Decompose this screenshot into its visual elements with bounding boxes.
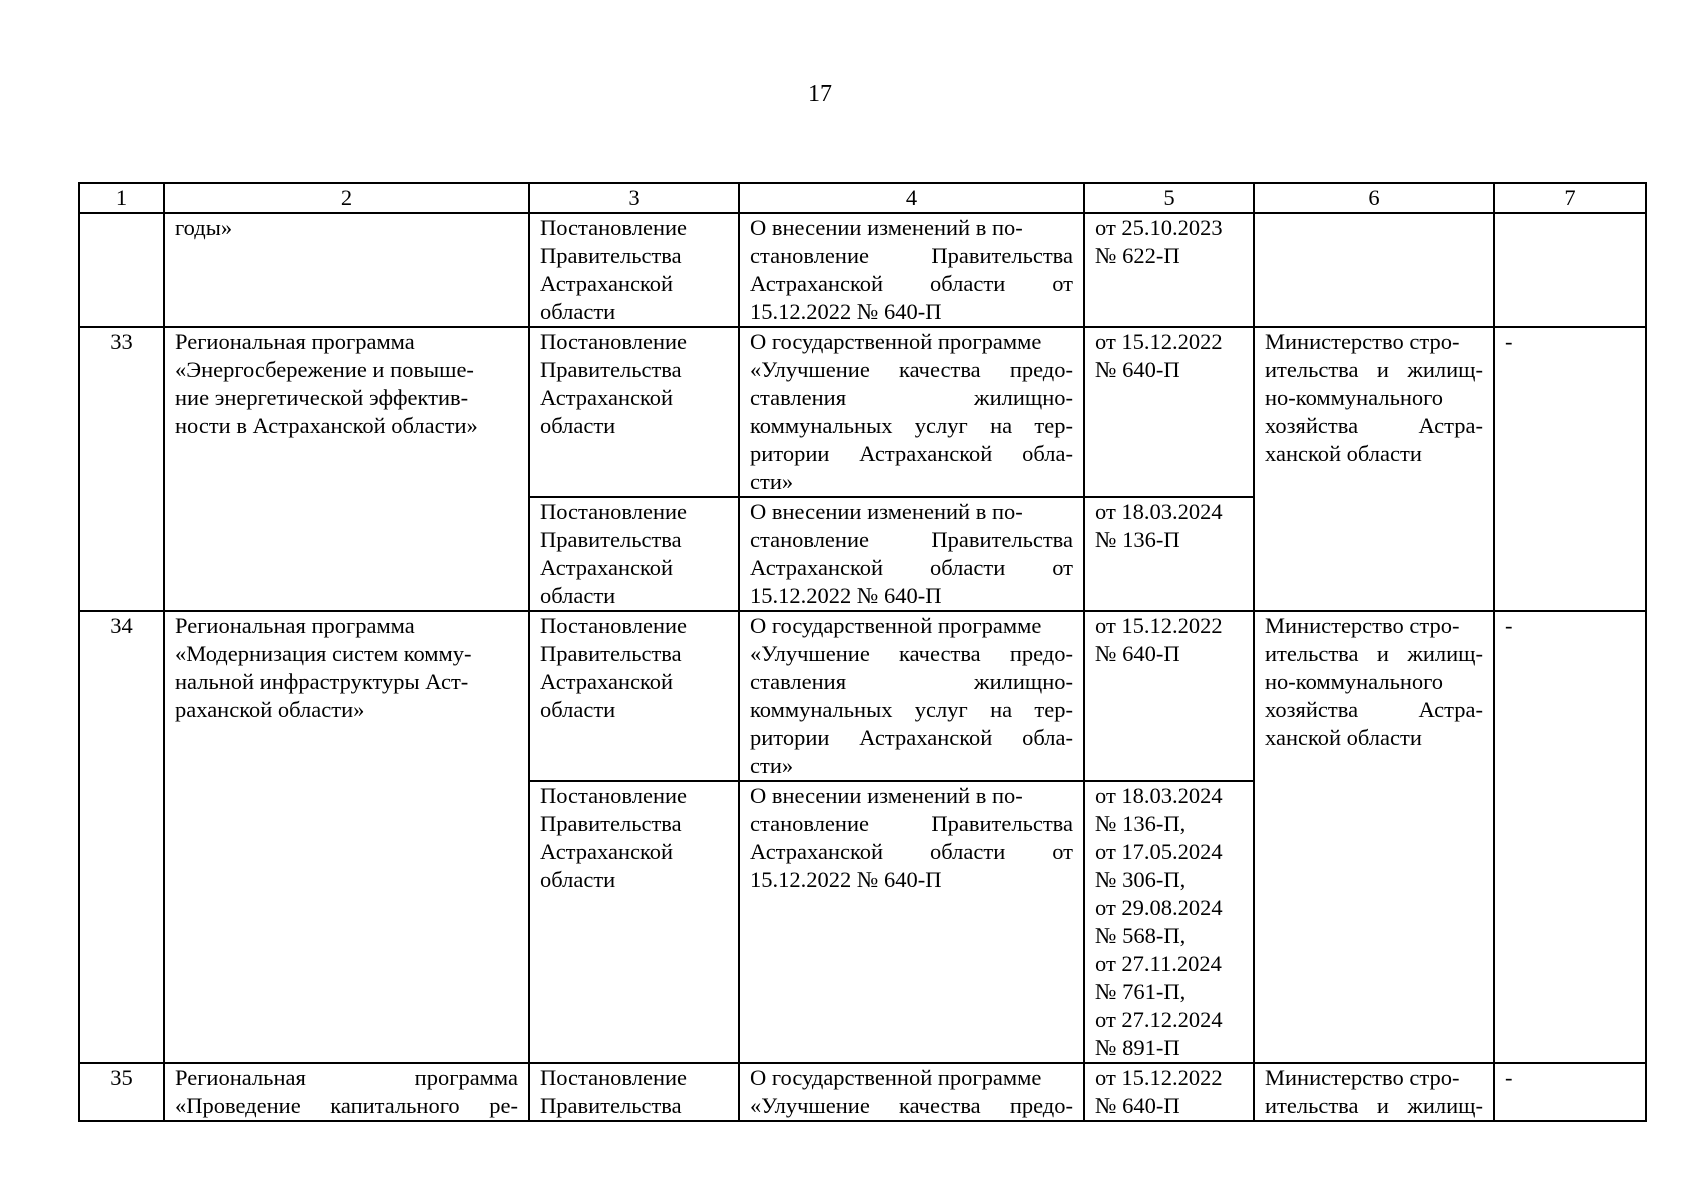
- header-cell-6: 6: [1254, 183, 1494, 213]
- document-title-line: Астраханской области от: [750, 555, 1073, 580]
- table-body: [79, 213, 1646, 1121]
- document-type-line: Постановление: [540, 1065, 688, 1090]
- document-type-line: области: [540, 583, 616, 608]
- document-title: [739, 611, 1084, 781]
- program-name-line: Региональная программа: [175, 329, 415, 354]
- document-date-number-line: от 17.05.2024: [1095, 839, 1223, 864]
- program-name-line: Региональная программа: [175, 1065, 518, 1090]
- program-name-line: ности в Астраханской области»: [175, 413, 478, 438]
- page-number: 17: [808, 81, 832, 107]
- responsible-executor: [1254, 611, 1494, 1063]
- document-date-number-line: от 18.03.2024: [1095, 499, 1223, 524]
- document-type-line: Правительства: [540, 641, 682, 666]
- responsible-executor: [1254, 213, 1494, 327]
- document-type-line: Правительства: [540, 527, 682, 552]
- header-cell-4: 4: [739, 183, 1084, 213]
- responsible-executor-line: ханской области: [1265, 441, 1422, 466]
- document-title-line: «Улучшение качества предо-: [750, 357, 1073, 382]
- document-title-line: О государственной программе: [750, 613, 1042, 638]
- note: -: [1494, 327, 1646, 611]
- table-row: [79, 213, 1646, 327]
- row-number: 35: [79, 1063, 164, 1121]
- document-title-line: становление Правительства: [750, 243, 1073, 268]
- document-type-line: Постановление: [540, 499, 688, 524]
- document-type-line: области: [540, 299, 616, 324]
- document-title-line: «Улучшение качества предо-: [750, 641, 1073, 666]
- program-name: [164, 611, 529, 1063]
- document-type-line: области: [540, 413, 616, 438]
- document-type: [529, 781, 739, 1063]
- responsible-executor-line: но-коммунального: [1265, 385, 1444, 410]
- document-date-number-line: от 15.12.2022: [1095, 329, 1223, 354]
- document-title-line: ритории Астраханской обла-: [750, 725, 1073, 750]
- header-row: [79, 183, 1646, 213]
- note: -: [1494, 611, 1646, 1063]
- document-title-line: сти»: [750, 469, 794, 494]
- document-title-line: Астраханской области от: [750, 839, 1073, 864]
- note: -: [1494, 1063, 1646, 1121]
- document-type: [529, 497, 739, 611]
- document-date-number-line: от 27.12.2024: [1095, 1007, 1223, 1032]
- row-number: 33: [79, 327, 164, 611]
- document-type-line: Астраханской: [540, 385, 674, 410]
- responsible-executor-line: Министерство стро-: [1265, 1065, 1460, 1090]
- header-cell-3: 3: [529, 183, 739, 213]
- responsible-executor-line: хозяйства Астра-: [1265, 413, 1483, 438]
- document-type-line: Правительства: [540, 811, 682, 836]
- document-type-line: Правительства: [540, 1093, 682, 1118]
- program-name: [164, 327, 529, 611]
- program-name-line: годы»: [175, 215, 233, 240]
- header-cell-7: 7: [1494, 183, 1646, 213]
- program-name-line: ние энергетической эффектив-: [175, 385, 469, 410]
- document-title: [739, 327, 1084, 497]
- regulations-table: [78, 182, 1647, 1122]
- responsible-executor-line: Министерство стро-: [1265, 329, 1460, 354]
- document-title-line: О внесении изменений в по-: [750, 499, 1023, 524]
- document-date-number-line: от 27.11.2024: [1095, 951, 1222, 976]
- document-title-line: 15.12.2022 № 640-П: [750, 299, 942, 324]
- document-type-line: области: [540, 697, 616, 722]
- document-type-line: Постановление: [540, 613, 688, 638]
- responsible-executor-line: ханской области: [1265, 725, 1422, 750]
- document-type-line: Правительства: [540, 357, 682, 382]
- document-date-number: [1084, 1063, 1254, 1121]
- responsible-executor: [1254, 327, 1494, 611]
- header-cell-1: 1: [79, 183, 164, 213]
- document-title-line: ставления жилищно-: [750, 385, 1073, 410]
- responsible-executor: [1254, 1063, 1494, 1121]
- document-title-line: О государственной программе: [750, 329, 1042, 354]
- program-name-line: «Проведение капитального ре-: [175, 1093, 518, 1118]
- document-date-number-line: № 640-П: [1095, 1093, 1180, 1118]
- document-date-number-line: № 640-П: [1095, 641, 1180, 666]
- document-date-number-line: от 18.03.2024: [1095, 783, 1223, 808]
- document-title-line: коммунальных услуг на тер-: [750, 697, 1073, 722]
- note: [1494, 213, 1646, 327]
- document-date-number-line: от 15.12.2022: [1095, 613, 1223, 638]
- document-date-number-line: № 640-П: [1095, 357, 1180, 382]
- program-name: [164, 1063, 529, 1121]
- responsible-executor-line: но-коммунального: [1265, 669, 1444, 694]
- document-date-number-line: № 891-П: [1095, 1035, 1180, 1060]
- document-title: [739, 213, 1084, 327]
- document-title-line: «Улучшение качества предо-: [750, 1093, 1073, 1118]
- document-type-line: Постановление: [540, 329, 688, 354]
- program-name-line: нальной инфраструктуры Аст-: [175, 669, 469, 694]
- responsible-executor-line: ительства и жилищ-: [1265, 1093, 1483, 1118]
- document-date-number: [1084, 611, 1254, 781]
- document-title-line: 15.12.2022 № 640-П: [750, 583, 942, 608]
- document-date-number-line: № 622-П: [1095, 243, 1180, 268]
- document-type-line: Астраханской: [540, 555, 674, 580]
- document-title-line: становление Правительства: [750, 811, 1073, 836]
- program-name-line: «Модернизация систем комму-: [175, 641, 472, 666]
- document-date-number-line: № 761-П,: [1095, 979, 1186, 1004]
- document-title-line: Астраханской области от: [750, 271, 1073, 296]
- program-name-line: «Энергосбережение и повыше-: [175, 357, 474, 382]
- document-type-line: Постановление: [540, 783, 688, 808]
- document-type: [529, 1063, 739, 1121]
- table-row: [79, 611, 1646, 781]
- document-type-line: области: [540, 867, 616, 892]
- responsible-executor-line: Министерство стро-: [1265, 613, 1460, 638]
- document-type-line: Астраханской: [540, 839, 674, 864]
- document-title-line: 15.12.2022 № 640-П: [750, 867, 942, 892]
- document-title-line: сти»: [750, 753, 794, 778]
- document-type: [529, 327, 739, 497]
- row-number: 34: [79, 611, 164, 1063]
- program-name-line: раханской области»: [175, 697, 365, 722]
- row-number: [79, 213, 164, 327]
- responsible-executor-line: ительства и жилищ-: [1265, 357, 1483, 382]
- document-date-number-line: № 136-П: [1095, 527, 1180, 552]
- document-date-number-line: № 306-П,: [1095, 867, 1186, 892]
- document-date-number: [1084, 497, 1254, 611]
- table-row: [79, 1063, 1646, 1121]
- document-title-line: О внесении изменений в по-: [750, 215, 1023, 240]
- program-name: [164, 213, 529, 327]
- document-date-number-line: от 25.10.2023: [1095, 215, 1223, 240]
- document-type-line: Правительства: [540, 243, 682, 268]
- header-cell-2: 2: [164, 183, 529, 213]
- document-date-number: [1084, 327, 1254, 497]
- program-name-line: Региональная программа: [175, 613, 415, 638]
- document-title-line: О государственной программе: [750, 1065, 1042, 1090]
- document-type-line: Астраханской: [540, 271, 674, 296]
- document-date-number-line: от 15.12.2022: [1095, 1065, 1223, 1090]
- header-cell-5: 5: [1084, 183, 1254, 213]
- document-title-line: коммунальных услуг на тер-: [750, 413, 1073, 438]
- document-date-number: [1084, 213, 1254, 327]
- document-type: [529, 213, 739, 327]
- document-title: [739, 781, 1084, 1063]
- document-title-line: ставления жилищно-: [750, 669, 1073, 694]
- document-title: [739, 497, 1084, 611]
- document-title-line: О внесении изменений в по-: [750, 783, 1023, 808]
- document-title-line: становление Правительства: [750, 527, 1073, 552]
- document-date-number-line: № 136-П,: [1095, 811, 1186, 836]
- document-date-number: [1084, 781, 1254, 1063]
- document-title-line: ритории Астраханской обла-: [750, 441, 1073, 466]
- document-type-line: Постановление: [540, 215, 688, 240]
- table-row: [79, 327, 1646, 497]
- document-date-number-line: № 568-П,: [1095, 923, 1186, 948]
- responsible-executor-line: хозяйства Астра-: [1265, 697, 1483, 722]
- document-type: [529, 611, 739, 781]
- responsible-executor-line: ительства и жилищ-: [1265, 641, 1483, 666]
- document-date-number-line: от 29.08.2024: [1095, 895, 1223, 920]
- document-title: [739, 1063, 1084, 1121]
- document-type-line: Астраханской: [540, 669, 674, 694]
